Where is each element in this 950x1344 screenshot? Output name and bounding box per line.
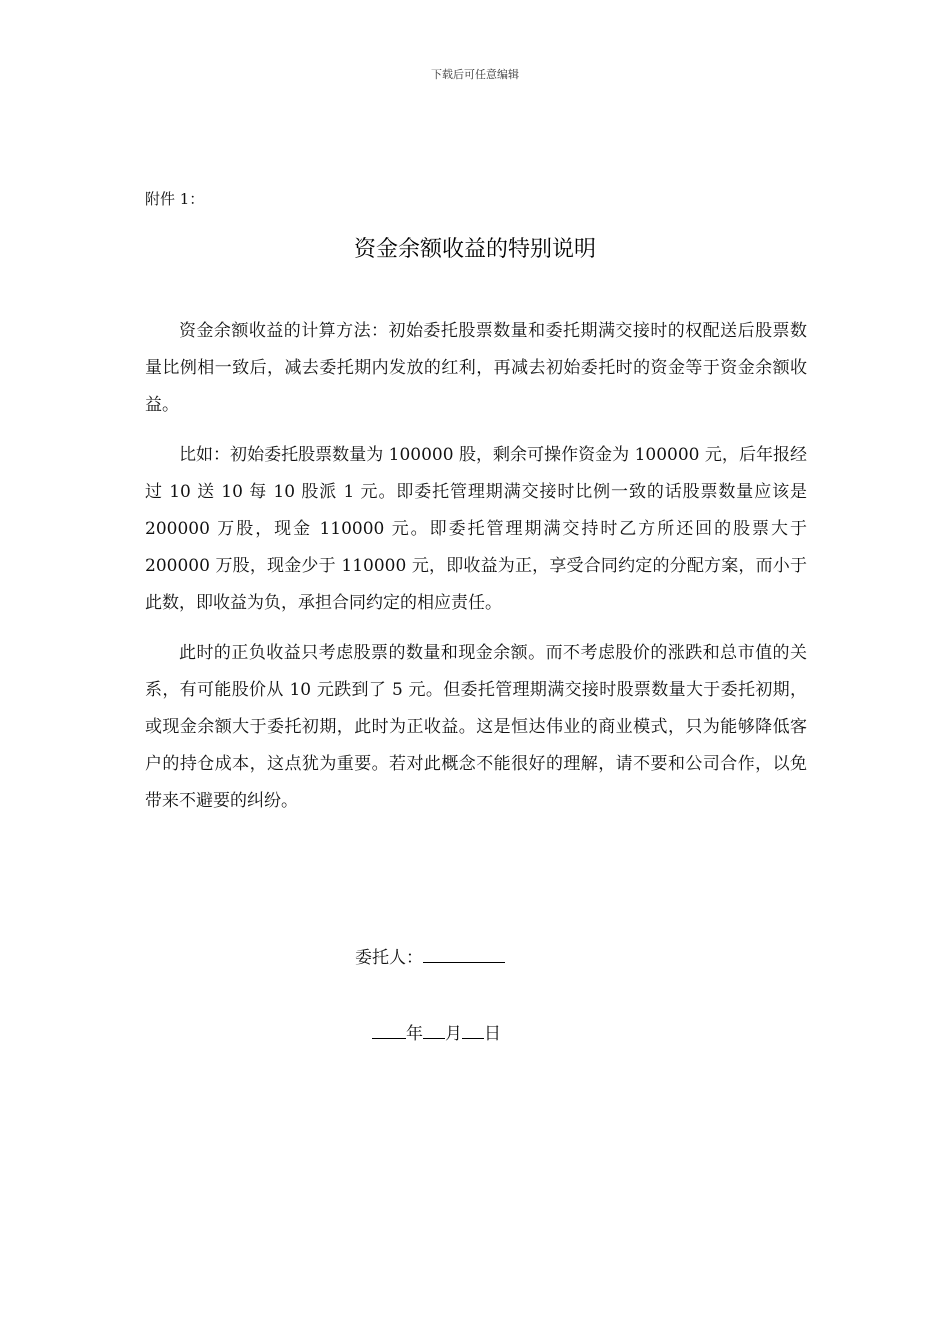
paragraph-example: 比如：初始委托股票数量为 100000 股，剩余可操作资金为 100000 元，后年报经过 10 送 10 每 10 股派 1 元。即委托管理期满交接时比例一致的话股票数量应该是 200000 万股，现金 110000 元。即委托管理期满交持时乙方所还回的股票大于 200000 万股，现金少于 110000 元，即收益为正，享受合同约定的分配方案，而小于此数，即收益为负，承担合同约定的相应责任。 <box>145 445 807 613</box>
signature-line <box>355 943 505 968</box>
day-blank <box>462 1022 484 1039</box>
page-header: 下载后可任意编辑 <box>431 68 519 81</box>
date-line <box>372 1019 501 1044</box>
month-blank <box>423 1022 445 1039</box>
document-body <box>145 313 807 833</box>
attachment-label: 附件 1： <box>145 190 205 208</box>
signature-label: 委托人： <box>355 948 423 968</box>
month-label: 月 <box>445 1024 462 1044</box>
signature-blank <box>423 946 505 963</box>
paragraph-notes: 此时的正负收益只考虑股票的数量和现金余额。而不考虑股价的涨跌和总市值的关系，有可能股价从 10 元跌到了 5 元。但委托管理期满交接时股票数量大于委托初期，或现金余额大于委托初期，此时为正收益。这是恒达伟业的商业模式，只为能够降低客户的持仓成本，这点犹为重要。若对此概念不能很好的理解，请不要和公司合作，以免带来不避要的纠纷。 <box>145 643 807 811</box>
paragraph-calculation-method: 资金余额收益的计算方法：初始委托股票数量和委托期满交接时的权配送后股票数量比例相一致后，减去委托期内发放的红利，再减去初始委托时的资金等于资金余额收益。 <box>145 321 807 415</box>
year-blank <box>372 1022 406 1039</box>
day-label: 日 <box>484 1024 501 1044</box>
year-label: 年 <box>406 1024 423 1044</box>
document-title: 资金余额收益的特别说明 <box>353 237 596 262</box>
